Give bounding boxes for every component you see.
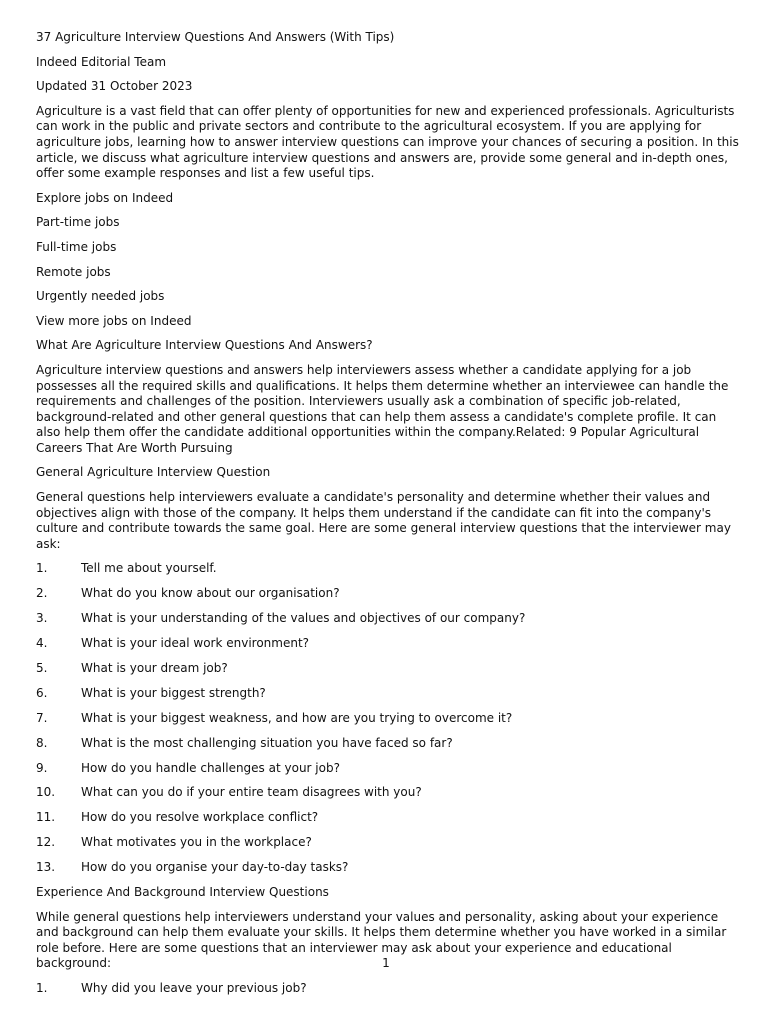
list-item-text: What is your ideal work environment? xyxy=(81,636,310,651)
section-heading-experience: Experience And Background Interview Questions xyxy=(36,885,329,900)
general-questions-list xyxy=(36,561,742,875)
list-item-text: What is your dream job? xyxy=(81,661,228,675)
list-item-number: 1. xyxy=(36,980,48,995)
list-item-text: Tell me about yourself. xyxy=(81,561,217,576)
list-item xyxy=(36,981,742,997)
jobs-link-full-time[interactable]: Full-time jobs xyxy=(36,239,117,254)
list-item xyxy=(36,586,742,602)
section-heading-what-are: What Are Agriculture Interview Questions And Answers? xyxy=(36,338,373,353)
list-item xyxy=(36,711,742,727)
list-item xyxy=(36,785,742,801)
list-item-text: How do you resolve workplace conflict? xyxy=(81,810,319,825)
list-item-number: 2. xyxy=(36,586,48,601)
list-item xyxy=(36,611,742,627)
list-item-text: How do you organise your day-to-day tasks? xyxy=(81,860,349,875)
list-item xyxy=(36,636,742,652)
list-item-number: 4. xyxy=(36,636,48,651)
list-item-number: 1. xyxy=(36,561,48,576)
list-item-text: What can you do if your entire team disagrees with you? xyxy=(81,785,422,800)
section-heading-general: General Agriculture Interview Question xyxy=(36,465,271,480)
list-item-number: 12. xyxy=(36,835,56,850)
document-page xyxy=(36,30,742,1006)
list-item-text: What do you know about our organisation? xyxy=(81,586,340,601)
list-item-number: 9. xyxy=(36,760,48,775)
list-item xyxy=(36,686,742,702)
list-item xyxy=(36,661,742,677)
section-body-general: General questions help interviewers evaluate a candidate's personality and determine whether their values and objectives align with those of the company. It helps them understand if the candidate can fit into the company's culture and contribute towards the same goal. Here are some general interview questions that the interviewer may ask: xyxy=(36,490,731,551)
jobs-link-urgent[interactable]: Urgently needed jobs xyxy=(36,289,165,304)
list-item-number: 11. xyxy=(36,810,56,825)
list-item xyxy=(36,761,742,777)
list-item xyxy=(36,810,742,826)
list-item-number: 7. xyxy=(36,710,48,725)
list-item-number: 3. xyxy=(36,611,48,626)
list-item xyxy=(36,860,742,876)
jobs-link-part-time[interactable]: Part-time jobs xyxy=(36,215,120,230)
list-item-text: What motivates you in the workplace? xyxy=(81,835,312,850)
list-item-text: How do you handle challenges at your job? xyxy=(81,760,340,775)
list-item xyxy=(36,736,742,752)
document-title: 37 Agriculture Interview Questions And Answers (With Tips) xyxy=(36,30,395,44)
jobs-link-remote[interactable]: Remote jobs xyxy=(36,264,111,279)
jobs-link-view-more[interactable]: View more jobs on Indeed xyxy=(36,313,192,328)
list-item-text: What is your biggest strength? xyxy=(81,685,266,700)
experience-questions-list xyxy=(36,981,742,997)
section-body-experience: While general questions help interviewers understand your values and personality, asking about your experience and background can help them evaluate your skills. It helps them determine whether you have worked in a similar role before. Here are some questions that an interviewer may ask about your experience and educational background: xyxy=(36,909,727,971)
list-item-text: Why did you leave your previous job? xyxy=(81,980,307,995)
list-item-number: 8. xyxy=(36,735,48,750)
list-item-number: 10. xyxy=(36,785,56,800)
document-author: Indeed Editorial Team xyxy=(36,54,167,69)
document-updated-date: Updated 31 October 2023 xyxy=(36,79,193,94)
list-item xyxy=(36,835,742,851)
list-item-number: 6. xyxy=(36,685,48,700)
list-item-text: What is the most challenging situation you have faced so far? xyxy=(81,735,453,750)
list-item xyxy=(36,561,742,577)
list-item-number: 5. xyxy=(36,661,48,675)
list-item-text: What is your understanding of the values and objectives of our company? xyxy=(81,611,526,626)
list-item-text: What is your biggest weakness, and how are you trying to overcome it? xyxy=(81,710,513,725)
list-item-number: 13. xyxy=(36,860,56,875)
page-number: 1 xyxy=(382,956,390,970)
intro-paragraph: Agriculture is a vast field that can offer plenty of opportunities for new and experienced professionals. Agriculturists can work in the public and private sectors and contribute to the agricultural ecosystem. If you are applying for agriculture jobs, learning how to answer interview questions can improve your chances of securing a position. In this article, we discuss what agriculture interview questions and answers are, provide some general and in-depth ones, offer some example responses and list a few useful tips. xyxy=(36,103,739,181)
jobs-link-explore[interactable]: Explore jobs on Indeed xyxy=(36,190,174,205)
section-body-what-are: Agriculture interview questions and answers help interviewers assess whether a candidate applying for a job possesses all the required skills and qualifications. It helps them determine whether an interviewee can handle the requirements and challenges of the position. Interviewers usually ask a combination of specific job-related, background-related and other general questions that can help them assess a candidate's complete profile. It can also help them offer the candidate additional opportunities within the company.Related: 9 Popular Agricultural Careers That Are Worth Pursuing xyxy=(36,362,729,455)
